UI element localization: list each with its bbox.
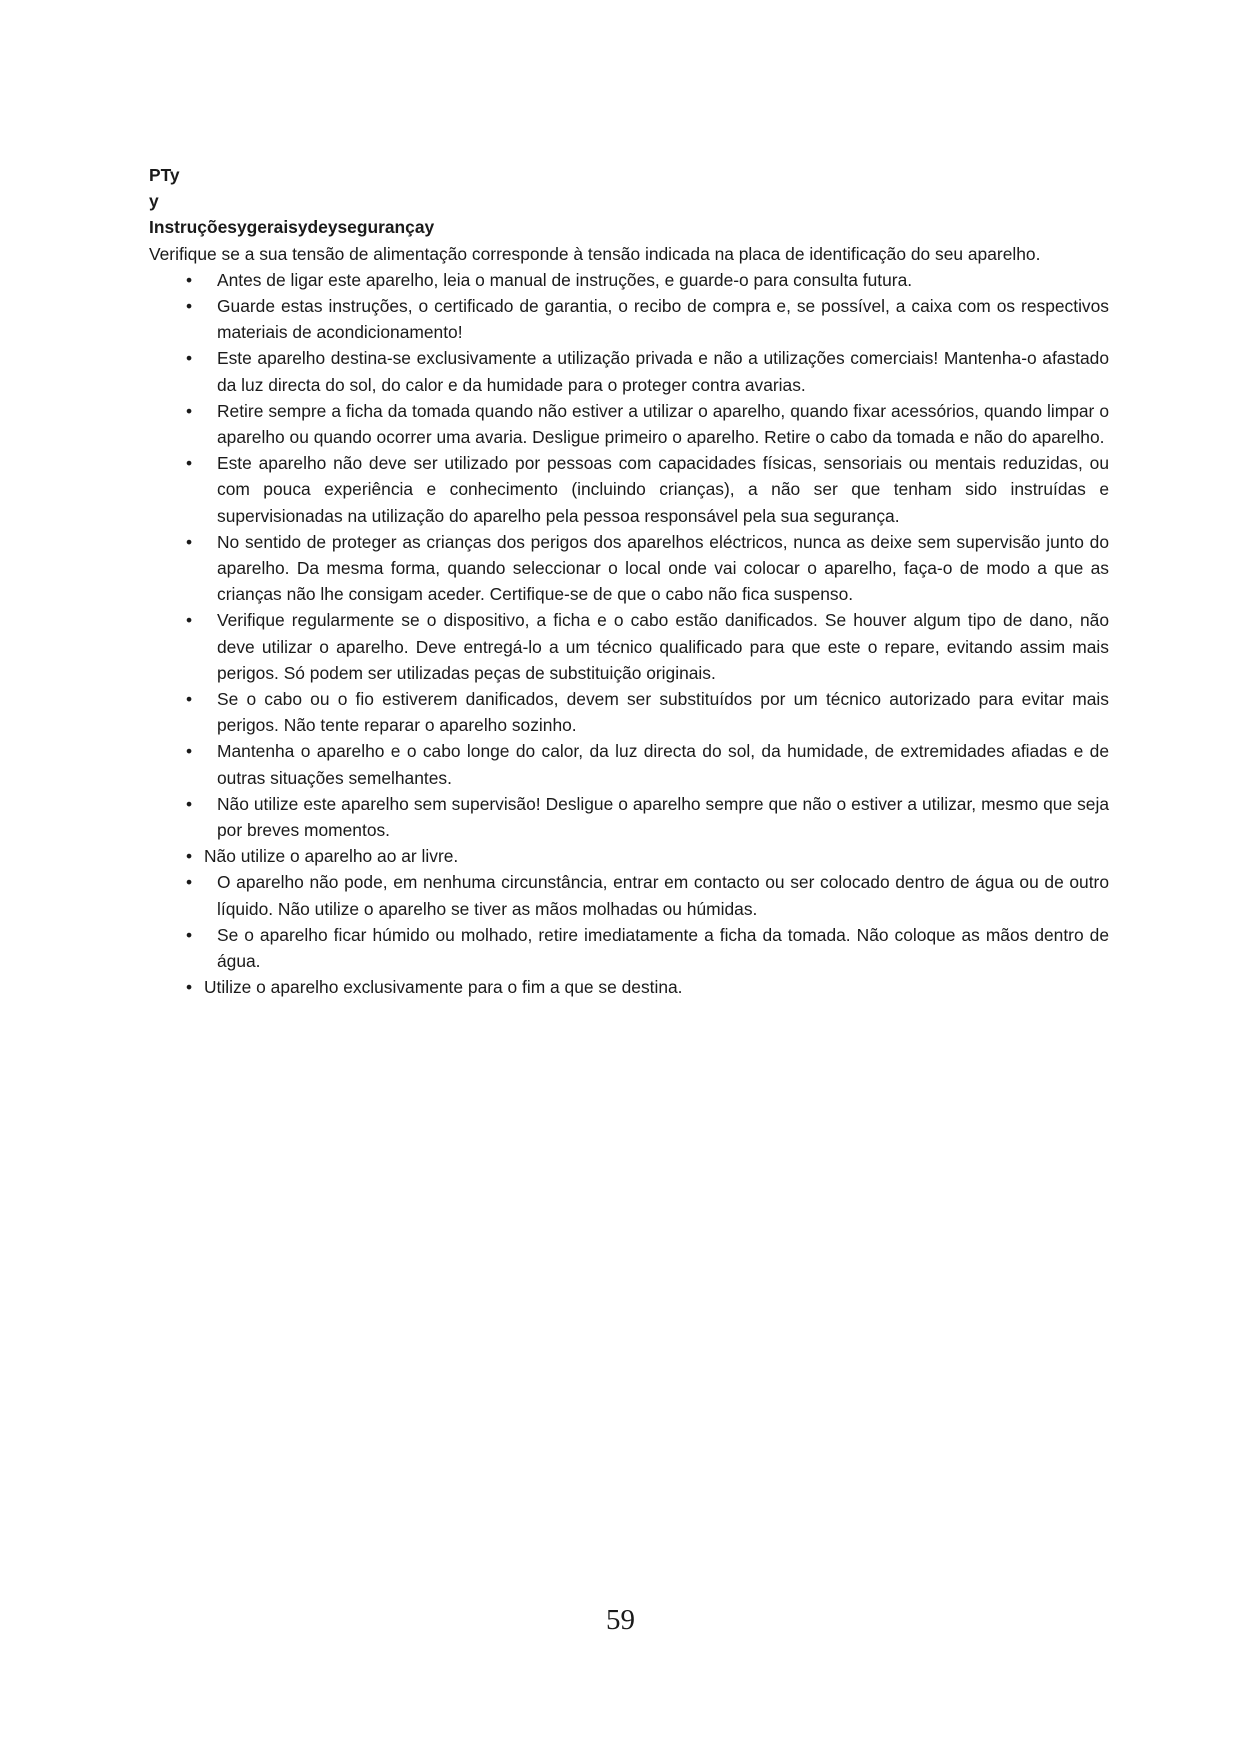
list-item-text: Mantenha o aparelho e o cabo longe do calor, da luz directa do sol, da humidade, de extremidades afiadas e de outras situações semelhantes. — [217, 741, 1109, 788]
page-number: 59 — [606, 1604, 635, 1636]
list-item — [149, 398, 1109, 450]
bullet-icon: • — [186, 296, 193, 317]
list-item — [149, 791, 1109, 843]
list-item — [149, 922, 1109, 974]
bullet-icon: • — [186, 610, 193, 631]
list-item-text: Guarde estas instruções, o certificado de garantia, o recibo de compra e, se possível, a caixa com os respectivos materiais de acondicionamento! — [217, 296, 1109, 343]
bullet-icon: • — [186, 689, 193, 710]
section-title: Instruçõesygeraisydeysegurançay — [149, 217, 435, 238]
bullet-icon: • — [186, 269, 193, 290]
list-item-text: Se o aparelho ficar húmido ou molhado, retire imediatamente a ficha da tomada. Não coloque as mãos dentro de água. — [217, 924, 1109, 972]
list-item-text: Não utilize este aparelho sem supervisão! Desligue o aparelho sempre que não o estiver a utilizar, mesmo que seja por breves momentos. — [217, 793, 1109, 841]
list-item — [149, 267, 1109, 293]
bullet-icon: • — [186, 977, 193, 998]
list-item-text: Não utilize o aparelho ao ar livre. — [204, 846, 459, 867]
intro-paragraph: Verifique se a sua tensão de alimentação corresponde à tensão indicada na placa de identificação do seu aparelho. — [149, 243, 1041, 264]
bullet-icon: • — [186, 400, 193, 421]
list-item-text: O aparelho não pode, em nenhuma circunstância, entrar em contacto ou ser colocado dentro de água ou de outro líquido. Não utilize o aparelho se tiver as mãos molhadas ou húmidas. — [217, 872, 1109, 919]
list-item-text: No sentido de proteger as crianças dos perigos dos aparelhos eléctricos, nunca as deixe sem supervisão junto do aparelho. Da mesma forma, quando seleccionar o local onde vai colocar o aparelho, faça-o de modo a que as crianças não lhe consigam aceder. Certifique-se de que o cabo não fica suspenso. — [217, 531, 1109, 605]
list-item — [149, 607, 1109, 686]
list-item — [149, 450, 1109, 529]
list-item — [149, 974, 1109, 1000]
list-item-text: Antes de ligar este aparelho, leia o manual de instruções, e guarde-o para consulta futura. — [217, 269, 913, 290]
language-code: PTy — [149, 165, 180, 185]
list-item-text: Se o cabo ou o fio estiverem danificados, devem ser substituídos por um técnico autorizado para evitar mais perigos. Não tente reparar o aparelho sozinho. — [217, 689, 1109, 736]
list-item-text: Este aparelho não deve ser utilizado por pessoas com capacidades físicas, sensoriais ou mentais reduzidas, ou com pouca experiência e conhecimento (incluindo crianças), a não ser que tenham sido instruídas e supervisionadas na utilização do aparelho pela pessoa responsável pela sua segurança. — [217, 453, 1109, 526]
bullet-icon: • — [186, 741, 193, 762]
bullet-icon: • — [186, 872, 193, 893]
list-item — [149, 738, 1109, 790]
list-item — [149, 843, 1109, 869]
bullet-icon: • — [186, 924, 193, 945]
bullet-icon: • — [186, 793, 193, 814]
list-item — [149, 293, 1109, 345]
list-item — [149, 529, 1109, 608]
page-content — [149, 162, 1109, 1001]
header-spacer: y — [149, 191, 159, 212]
list-item — [149, 686, 1109, 738]
list-item-text: Utilize o aparelho exclusivamente para o fim a que se destina. — [204, 977, 683, 998]
safety-rules-list — [149, 267, 1109, 1001]
bullet-icon: • — [186, 453, 193, 474]
list-item-text: Retire sempre a ficha da tomada quando não estiver a utilizar o aparelho, quando fixar acessórios, quando limpar o aparelho ou quando ocorrer uma avaria. Desligue primeiro o aparelho. Retire o cabo da tomada e não do aparelho. — [217, 400, 1109, 448]
list-item — [149, 345, 1109, 397]
bullet-icon: • — [186, 348, 193, 369]
list-item-text: Este aparelho destina-se exclusivamente a utilização privada e não a utilizações comerciais! Mantenha-o afastado da luz directa do sol, do calor e da humidade para o proteger contra avarias. — [217, 348, 1109, 395]
bullet-icon: • — [186, 531, 193, 552]
list-item-text: Verifique regularmente se o dispositivo, a ficha e o cabo estão danificados. Se houver algum tipo de dano, não deve utilizar o aparelho. Deve entregá-lo a um técnico qualificado para que este o repare, evitando assim mais perigos. Só podem ser utilizadas peças de substituição originais. — [217, 610, 1109, 683]
list-item — [149, 869, 1109, 921]
bullet-icon: • — [186, 846, 193, 867]
